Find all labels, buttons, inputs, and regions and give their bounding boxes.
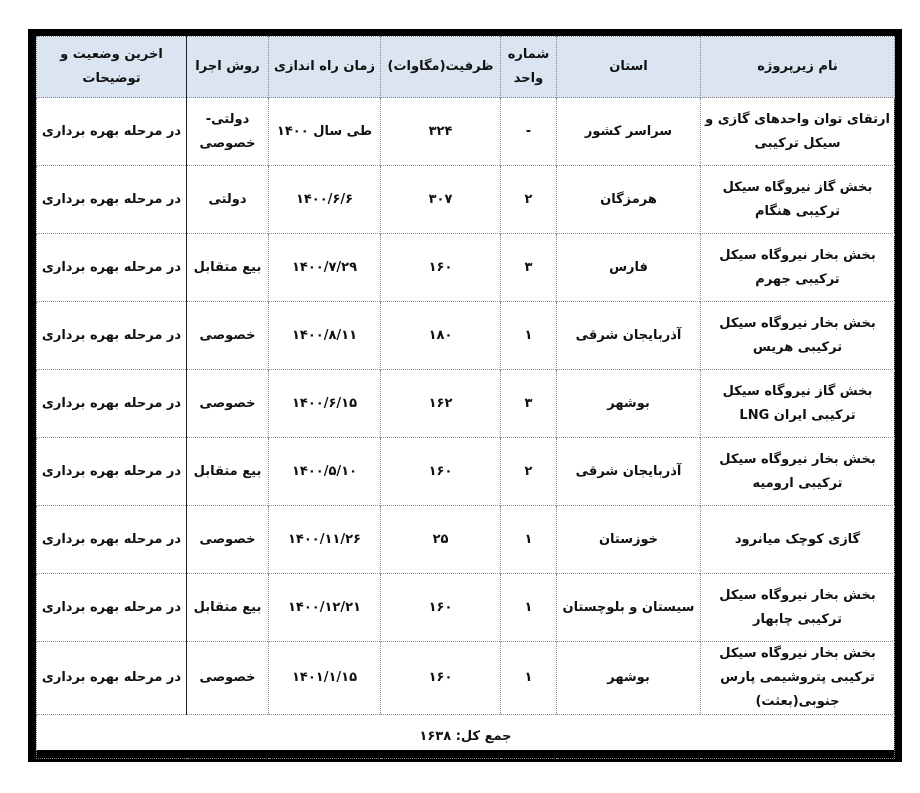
cell-capacity: ۲۵ <box>381 506 501 574</box>
cell-status: در مرحله بهره برداری <box>37 642 187 715</box>
cell-province: خوزستان <box>557 506 701 574</box>
cell-launch: ۱۴۰۱/۱/۱۵ <box>269 642 381 715</box>
cell-unit: ۲ <box>501 166 557 234</box>
cell-capacity: ۳۲۴ <box>381 98 501 166</box>
project-table-frame <box>28 29 902 762</box>
table-row <box>37 438 895 506</box>
cell-launch: ۱۴۰۰/۸/۱۱ <box>269 302 381 370</box>
cell-name: بخش بخار نیروگاه سیکل ترکیبی ارومیه <box>701 438 895 506</box>
cell-name: بخش بخار نیروگاه سیکل ترکیبی هریس <box>701 302 895 370</box>
total-row <box>37 715 895 759</box>
cell-launch: ۱۴۰۰/۱۲/۲۱ <box>269 574 381 642</box>
cell-status: در مرحله بهره برداری <box>37 166 187 234</box>
cell-name: گازی کوچک میانرود <box>701 506 895 574</box>
cell-unit: ۲ <box>501 438 557 506</box>
cell-method: بیع متقابل <box>187 234 269 302</box>
header-status: اخرین وضعیت و توضیحات <box>37 37 187 98</box>
header-launch: زمان راه اندازی <box>269 37 381 98</box>
cell-launch: ۱۴۰۰/۶/۱۵ <box>269 370 381 438</box>
cell-capacity: ۱۶۰ <box>381 438 501 506</box>
cell-name: بخش بخار نیروگاه سیکل ترکیبی پتروشیمی پارس جنوبی(بعثت) <box>701 642 895 715</box>
cell-province: فارس <box>557 234 701 302</box>
cell-name: بخش بخار نیروگاه سیکل ترکیبی جهرم <box>701 234 895 302</box>
table-row <box>37 234 895 302</box>
header-capacity: ظرفیت(مگاوات) <box>381 37 501 98</box>
cell-status: در مرحله بهره برداری <box>37 506 187 574</box>
cell-unit: ۱ <box>501 642 557 715</box>
cell-status: در مرحله بهره برداری <box>37 98 187 166</box>
cell-method: بیع متقابل <box>187 438 269 506</box>
cell-method: خصوصی <box>187 370 269 438</box>
cell-unit: - <box>501 98 557 166</box>
cell-province: بوشهر <box>557 370 701 438</box>
cell-capacity: ۱۶۲ <box>381 370 501 438</box>
cell-method: خصوصی <box>187 506 269 574</box>
cell-capacity: ۱۶۰ <box>381 234 501 302</box>
table-row <box>37 370 895 438</box>
cell-name: ارتقای توان واحدهای گازی و سیکل ترکیبی <box>701 98 895 166</box>
cell-capacity: ۱۶۰ <box>381 642 501 715</box>
header-unit: شماره واحد <box>501 37 557 98</box>
cell-unit: ۳ <box>501 234 557 302</box>
table-header-row <box>37 37 895 98</box>
cell-launch: ۱۴۰۰/۶/۶ <box>269 166 381 234</box>
cell-unit: ۳ <box>501 370 557 438</box>
cell-launch: ۱۴۰۰/۵/۱۰ <box>269 438 381 506</box>
cell-province: سیستان و بلوچستان <box>557 574 701 642</box>
cell-status: در مرحله بهره برداری <box>37 234 187 302</box>
header-name: نام زیرپروژه <box>701 37 895 98</box>
cell-launch: طی سال ۱۴۰۰ <box>269 98 381 166</box>
cell-province: آذربایجان شرقی <box>557 302 701 370</box>
cell-province: آذربایجان شرقی <box>557 438 701 506</box>
cell-name: بخش گاز نیروگاه سیکل ترکیبی ایران LNG <box>701 370 895 438</box>
header-method: روش اجرا <box>187 37 269 98</box>
cell-status: در مرحله بهره برداری <box>37 574 187 642</box>
table-row <box>37 506 895 574</box>
cell-status: در مرحله بهره برداری <box>37 302 187 370</box>
table-row <box>37 574 895 642</box>
cell-unit: ۱ <box>501 302 557 370</box>
cell-province: هرمزگان <box>557 166 701 234</box>
table-row <box>37 166 895 234</box>
cell-method: بیع متقابل <box>187 574 269 642</box>
cell-province: سراسر کشور <box>557 98 701 166</box>
cell-capacity: ۱۶۰ <box>381 574 501 642</box>
table-row <box>37 98 895 166</box>
subproject-table <box>36 36 895 759</box>
cell-name: بخش گاز نیروگاه سیکل ترکیبی هنگام <box>701 166 895 234</box>
cell-launch: ۱۴۰۰/۷/۲۹ <box>269 234 381 302</box>
header-province: استان <box>557 37 701 98</box>
cell-method: دولتی <box>187 166 269 234</box>
cell-method: خصوصی <box>187 642 269 715</box>
cell-capacity: ۳۰۷ <box>381 166 501 234</box>
table-row <box>37 302 895 370</box>
cell-unit: ۱ <box>501 574 557 642</box>
cell-province: بوشهر <box>557 642 701 715</box>
cell-unit: ۱ <box>501 506 557 574</box>
cell-name: بخش بخار نیروگاه سیکل ترکیبی چابهار <box>701 574 895 642</box>
cell-method: خصوصی <box>187 302 269 370</box>
cell-status: در مرحله بهره برداری <box>37 370 187 438</box>
cell-method: دولتی- خصوصی <box>187 98 269 166</box>
table-row <box>37 642 895 715</box>
cell-capacity: ۱۸۰ <box>381 302 501 370</box>
cell-status: در مرحله بهره برداری <box>37 438 187 506</box>
cell-launch: ۱۴۰۰/۱۱/۲۶ <box>269 506 381 574</box>
total-capacity: جمع کل: ۱۶۳۸ <box>37 715 895 759</box>
